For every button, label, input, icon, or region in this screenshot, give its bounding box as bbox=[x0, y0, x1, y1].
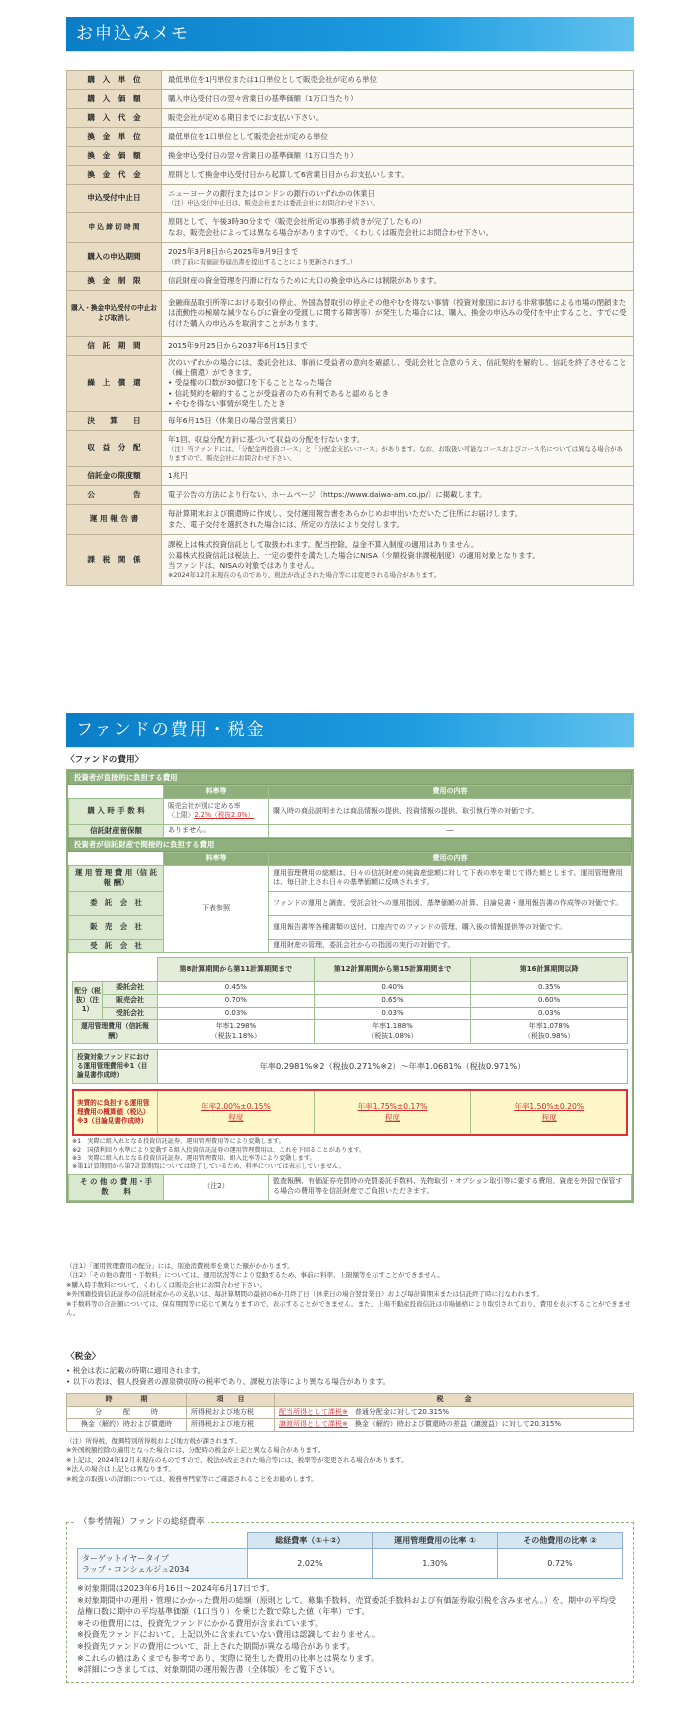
tax-item: 所得税および地方税 bbox=[187, 1406, 275, 1419]
fee-star-notes bbox=[72, 1138, 628, 1171]
memo-row bbox=[67, 90, 634, 109]
real-label: 実質的に負担する運用管理費用の概算値（税込）※3（目論見書作成時） bbox=[73, 1090, 158, 1136]
mgmt-fee-3 bbox=[471, 1020, 628, 1044]
tax-detail bbox=[275, 1406, 634, 1419]
memo-value-text: 毎年6月15日（休業日の場合翌営業日） bbox=[168, 415, 301, 425]
ref-val-2: 1.30% bbox=[373, 1549, 498, 1579]
fees-banner: ファンドの費用・税金 bbox=[66, 713, 634, 747]
tax-h-item: 項 目 bbox=[187, 1394, 275, 1407]
note-line: ※法人の場合は上記とは異なります。 bbox=[66, 1465, 175, 1474]
mgmt-fee-label: 運用管理費用（信託報酬） bbox=[73, 1020, 158, 1044]
jutaku-content: 運用財産の管理、委託会社からの指図の実行の対価です。 bbox=[269, 939, 632, 952]
memo-subnote: ※2024年12月末現在のものであり、税法が改正された場合等には変更される場合があります。 bbox=[168, 571, 441, 579]
memo-value-text: 購入申込受付日の翌々営業日の基準価額（1万口当たり） bbox=[168, 93, 358, 103]
memo-row bbox=[67, 185, 634, 213]
memo-value bbox=[162, 147, 634, 166]
tax-time: 換金（解約）時および償還時 bbox=[67, 1419, 187, 1432]
alloc-name: 受託会社 bbox=[103, 1007, 158, 1020]
mgmt-content: 運用管理費用の総額は、日々の信託財産の純資産総額に対して下表の率を乗じて得た額とします。運用管理費用は、毎日計上され日々の基準価額に反映されます。 bbox=[269, 865, 632, 891]
memo-value bbox=[162, 243, 634, 272]
memo-value bbox=[162, 166, 634, 185]
buy-fee-key: 購 入 時 手 数 料 bbox=[69, 798, 164, 824]
ref-box bbox=[66, 1516, 634, 1683]
memo-table bbox=[66, 70, 634, 586]
note-line: ※対象期間は2023年6月16日～2024年6月17日です。 bbox=[77, 1584, 275, 1594]
tax-time: 分 配 時 bbox=[67, 1406, 187, 1419]
memo-key: 繰 上 償 還 bbox=[67, 356, 162, 412]
note-line: ※投資先ファンドにおいて、上記以外に含まれていない費用は認識しておりません。 bbox=[77, 1630, 380, 1640]
buy-rate-1: 販売会社が別に定める率 bbox=[168, 802, 241, 811]
memo-value bbox=[162, 272, 634, 291]
target-value: 年率0.2981%※2（税抜0.271%※2）～年率1.0681%（税抜0.971%） bbox=[158, 1050, 628, 1084]
buy-fee-content: 購入時の商品説明または商品情報の提供、投資情報の提供、取引執行等の対価です。 bbox=[269, 798, 632, 824]
memo-row bbox=[67, 147, 634, 166]
memo-value-text: 原則として換金申込受付日から起算して6営業日目からお支払いします。 bbox=[168, 169, 409, 179]
memo-value-text: 年1回、収益分配方針に基づいて収益の分配を行ないます。 bbox=[168, 434, 365, 444]
memo-key: 申 込 締 切 時 間 bbox=[67, 213, 162, 243]
memo-value-text: ニューヨークの銀行またはロンドンの銀行のいずれかの休業日 bbox=[168, 188, 375, 198]
memo-row bbox=[67, 291, 634, 337]
see-below: 下表参照 bbox=[164, 865, 269, 952]
col-content: 費用の内容 bbox=[269, 786, 632, 799]
buy-rate-2: 〈上限〉 bbox=[168, 811, 195, 820]
memo-row bbox=[67, 213, 634, 243]
memo-row bbox=[67, 535, 634, 586]
memo-row bbox=[67, 505, 634, 535]
memo-row bbox=[67, 337, 634, 356]
memo-banner: お申込みメモ bbox=[66, 17, 634, 51]
mgmt-fee-2 bbox=[314, 1020, 471, 1044]
memo-value-text: 電子公告の方法により行ない、ホームページ〔https://www.daiwa-am.co.jp/〕に掲載します。 bbox=[168, 489, 487, 499]
ref-table bbox=[77, 1532, 623, 1579]
memo-value bbox=[162, 486, 634, 505]
memo-key: 信託金の限度額 bbox=[67, 467, 162, 486]
alloc-row bbox=[73, 994, 628, 1007]
memo-value-text: 2025年3月8日から2025年9月9日まで bbox=[168, 247, 299, 257]
memo-row bbox=[67, 467, 634, 486]
ref-col-3: その他費用の比率 ② bbox=[498, 1533, 623, 1549]
other-key: そ の 他 の 費 用・手 数 料 bbox=[69, 1174, 164, 1200]
other-fee-table bbox=[68, 1174, 632, 1201]
tax-table bbox=[66, 1393, 634, 1432]
ref-val-1: 2.02% bbox=[248, 1549, 373, 1579]
tax-h-time: 時 期 bbox=[67, 1394, 187, 1407]
memo-row bbox=[67, 431, 634, 467]
fee-box bbox=[66, 769, 634, 1203]
memo-value bbox=[162, 412, 634, 431]
hanbai-content: 運用報告書等各種書類の送付、口座内でのファンドの管理、購入後の情報提供等の対価です。 bbox=[269, 915, 632, 939]
target-label: 投資対象ファンドにおける運用管理費用※1（目論見書作成時） bbox=[73, 1050, 158, 1084]
trust-key: 信託財産留保額 bbox=[69, 824, 164, 837]
memo-value bbox=[162, 467, 634, 486]
memo-row bbox=[67, 109, 634, 128]
tax-notes bbox=[66, 1437, 634, 1484]
indirect-fee-table bbox=[68, 852, 632, 953]
indirect-fee-bar: 投資者が信託財産で間接的に負担する費用 bbox=[68, 838, 632, 852]
alloc-value: 0.60% bbox=[471, 994, 628, 1007]
note-line: ※投資先ファンドの費用について、計上された期間が異なる場合があります。 bbox=[77, 1642, 355, 1651]
mgmt-fee-3b: （税抜0.98%） bbox=[524, 1031, 575, 1040]
alloc-value: 0.03% bbox=[314, 1007, 471, 1020]
period-2: 第12計算期間から第15計算期間まで bbox=[314, 958, 471, 982]
real-1b: 程度 bbox=[228, 1112, 244, 1122]
memo-row bbox=[67, 272, 634, 291]
memo-value-text: 原則として、午後3時30分まで（販売会社所定の事務手続きが完了したもの） なお、販売会社によっては異なる場合がありますので、くわしくは販売会社にお問合わせ下さい。 bbox=[168, 217, 494, 237]
memo-row bbox=[67, 356, 634, 412]
real-2b: 程度 bbox=[384, 1112, 401, 1122]
alloc-row bbox=[73, 1007, 628, 1020]
tax-row bbox=[67, 1419, 634, 1432]
direct-fee-bar: 投資者が直接的に負担する費用 bbox=[68, 771, 632, 785]
mgmt-fee-3a: 年率1.078% bbox=[528, 1022, 570, 1030]
itaku-key: 委 託 会 社 bbox=[69, 891, 164, 915]
tax-row bbox=[67, 1406, 634, 1419]
memo-key: 公 告 bbox=[67, 486, 162, 505]
alloc-value: 0.65% bbox=[314, 994, 471, 1007]
memo-key: 申込受付中止日 bbox=[67, 185, 162, 213]
real-1a: 年率2.00%±0.15% bbox=[200, 1102, 271, 1112]
alloc-value: 0.70% bbox=[158, 994, 315, 1007]
memo-row bbox=[67, 412, 634, 431]
buy-rate-3: 2.2%（税抜2.0%） bbox=[194, 811, 255, 820]
memo-value-text: 毎計算期末および償還時に作成し、交付運用報告書をあらかじめお申出いただいたご住所にお届けします。 また、電子交付を選択された場合には、所定の方法により交付します。 bbox=[168, 509, 523, 529]
tax-red: 配当所得として課税※ bbox=[279, 1407, 348, 1416]
mgmt-fee-1a: 年率1.298% bbox=[215, 1022, 257, 1030]
memo-value-text: 信託財産の資金管理を円滑に行なうために大口の換金申込みには制限があります。 bbox=[168, 275, 441, 285]
memo-key: 換 金 制 限 bbox=[67, 272, 162, 291]
tax-h-tax: 税 金 bbox=[275, 1394, 634, 1407]
memo-value-text: 換金申込受付日の翌々営業日の基準価額（1万口当たり） bbox=[168, 150, 358, 160]
real-cost-table bbox=[72, 1089, 628, 1136]
note-line: ※3 実際に組入れとなる投資信託証券、運用管理費用、組入比率等により変動します。 bbox=[72, 1154, 316, 1162]
mgmt-fee-1 bbox=[158, 1020, 315, 1044]
tax-rest: 換金（解約）時および償還時の差益（譲渡益）に対して20.315% bbox=[354, 1420, 562, 1429]
memo-row bbox=[67, 486, 634, 505]
ref-fund-1: ターゲットイヤータイプ bbox=[82, 1553, 169, 1563]
memo-value-text: 課税上は株式投資信託として取扱われます。配当控除、益金不算入制度の適用はありません。 公募株式投資信託は税法上、一定の要件を満たした場合にNISA（少額投資非課税制度）の適用対象となります。 当ファンドは、NISAの対象ではありません。 bbox=[168, 540, 540, 570]
real-3b: 程度 bbox=[541, 1112, 557, 1122]
memo-key: 購入の申込期間 bbox=[67, 243, 162, 272]
other-rate: （注2） bbox=[164, 1174, 269, 1200]
memo-value-text: 販売会社が定める期日までにお支払い下さい。 bbox=[168, 112, 324, 122]
memo-value bbox=[162, 535, 634, 586]
note-line: ※購入時手数料について、くわしくは販売会社にお問合わせ下さい。 bbox=[66, 1280, 267, 1289]
note-line: ※これらの値はあくまでも参考であり、実際に発生した費用の比率とは異なります。 bbox=[77, 1653, 380, 1663]
alloc-name: 販売会社 bbox=[103, 994, 158, 1007]
jutaku-key: 受 託 会 社 bbox=[69, 939, 164, 952]
ref-val-3: 0.72% bbox=[498, 1549, 623, 1579]
mgmt-fee-2a: 年率1.188% bbox=[372, 1022, 413, 1030]
note-line: ※上記は、2024年12月末現在のものですので、税法が改正された場合等には、税率等が変更される場合があります。 bbox=[66, 1455, 408, 1464]
note-line: （注1）「運用管理費用の配分」には、別途消費税率を乗じた額がかかります。 bbox=[66, 1262, 294, 1270]
memo-subnote: （注）申込受付中止日は、販売会社または委託会社にお問合わせ下さい。 bbox=[168, 199, 379, 208]
memo-subnote: （注）当ファンドには、「分配金再投資コース」と「分配金支払いコース」があります。なお、お取扱い可能なコースおよびコース名については異なる場合がありますので、販売会社にお問合わせ下さい。 bbox=[168, 444, 623, 462]
fee-notes bbox=[66, 1262, 634, 1319]
period-1: 第8計算期間から第11計算期間まで bbox=[158, 958, 315, 982]
alloc-value: 0.03% bbox=[158, 1007, 315, 1020]
note-line: • 税金は表に記載の時期に適用されます。 bbox=[66, 1366, 206, 1375]
ref-title: （参考情報）ファンドの総経費率 bbox=[75, 1516, 208, 1528]
memo-key: 換 金 単 位 bbox=[67, 128, 162, 147]
trust-rate: ありません。 bbox=[164, 824, 269, 837]
memo-key: 決 算 日 bbox=[67, 412, 162, 431]
memo-value bbox=[162, 505, 634, 535]
memo-value bbox=[162, 356, 634, 412]
note-line: • 以下の表は、個人投資者の源泉徴収時の税率であり、課税方法等により異なる場合があります。 bbox=[66, 1376, 390, 1386]
hanbai-key: 販 売 会 社 bbox=[69, 915, 164, 939]
memo-value bbox=[162, 431, 634, 467]
tax-detail bbox=[275, 1419, 634, 1432]
memo-key: 購 入 価 額 bbox=[67, 90, 162, 109]
memo-key: 購入・換金申込受付の中止および取消し bbox=[67, 291, 162, 337]
memo-value-text: 最低単位を1口単位として販売会社が定める単位 bbox=[168, 131, 328, 141]
tax-bullets bbox=[66, 1366, 634, 1387]
mgmt-key: 運 用 管 理 費 用（信 託 報 酬） bbox=[69, 865, 164, 891]
memo-subnote: （終了前に有価証券届出書を提出することにより更新されます。） bbox=[168, 257, 357, 266]
note-line: ※詳細につきましては、対象期間の運用報告書（全体版）をご覧下さい。 bbox=[77, 1665, 340, 1675]
memo-value-text: 最低単位を1円単位または1口単位として販売会社が定める単位 bbox=[168, 74, 377, 84]
memo-value-text: 2015年9月25日から2037年6月15日まで bbox=[168, 340, 308, 350]
alloc-row bbox=[73, 982, 628, 995]
tax-rest: 普通分配金に対して20.315% bbox=[354, 1407, 450, 1416]
memo-key: 購 入 単 位 bbox=[67, 71, 162, 90]
tax-label: 〈税金〉 bbox=[66, 1352, 101, 1362]
note-line: ※第1計算期間から第7計算期間については終了しているため、料率については表示していません。 bbox=[72, 1163, 345, 1171]
memo-key: 収 益 分 配 bbox=[67, 431, 162, 467]
col-rate-2: 料率等 bbox=[164, 853, 269, 866]
memo-key: 購 入 代 金 bbox=[67, 109, 162, 128]
memo-key: 課 税 関 係 bbox=[67, 535, 162, 586]
ref-col-1: 総経費率（①＋②） bbox=[248, 1533, 373, 1549]
target-table bbox=[72, 1049, 628, 1084]
note-line: ※対象期間中の運用・管理にかかった費用の総額（原則として、募集手数料、売買委託手数料および有価証券取引税を含みません。）を、期中の平均受益権口数に期中の平均基準価額（1口当り）を乗じた数で除した値（年率）です。 bbox=[77, 1595, 617, 1617]
itaku-content: ファンドの運用と調査、受託会社への運用指図、基準価額の計算、目論見書・運用報告書の作成等の対価です。 bbox=[269, 891, 632, 915]
memo-row bbox=[67, 71, 634, 90]
alloc-value: 0.45% bbox=[158, 982, 315, 995]
note-line: ※外国税額控除の適用となった場合には、分配時の税金が上記と異なる場合があります。 bbox=[66, 1446, 325, 1455]
direct-fee-table bbox=[68, 785, 632, 838]
alloc-value: 0.03% bbox=[471, 1007, 628, 1020]
memo-value bbox=[162, 185, 634, 213]
note-line: ※その他費用には、投資先ファンドにかかる費用が含まれています。 bbox=[77, 1618, 323, 1628]
ref-notes bbox=[77, 1583, 623, 1676]
period-3: 第16計算期間以降 bbox=[471, 958, 628, 982]
memo-value-text: 金融商品取引所等における取引の停止、外国為替取引の停止その他やむを得ない事情（投資対象国における非常事態による市場の閉鎖または流動性の極端な減少ならびに資金の受渡しに関する障害等）が発生した場合には、購入、換金の申込みの受付を中止すること、すでに受付けた購入の申込みを取消すことがあります。 bbox=[168, 298, 627, 328]
memo-value bbox=[162, 71, 634, 90]
other-content: 監査報酬、有価証券売買時の売買委託手数料、先物取引・オプション取引等に要する費用、資産を外国で保管する場合の費用等を信託財産でご負担いただきます。 bbox=[269, 1174, 632, 1200]
tax-red: 譲渡所得として課税※ bbox=[279, 1420, 348, 1429]
note-line: （注2）「その他の費用・手数料」については、運用状況等により変動するため、事前に料率、上限額等を示すことができません。 bbox=[66, 1271, 444, 1280]
alloc-value: 0.35% bbox=[471, 982, 628, 995]
trust-content: ― bbox=[269, 824, 632, 837]
memo-key: 換 金 代 金 bbox=[67, 166, 162, 185]
fees-label: 〈ファンドの費用〉 bbox=[66, 755, 144, 765]
memo-key: 換 金 価 額 bbox=[67, 147, 162, 166]
real-2a: 年率1.75%±0.17% bbox=[357, 1102, 428, 1112]
note-line: ※1 実際に組入れとなる投資信託証券、運用管理費用等により変動します。 bbox=[72, 1138, 285, 1146]
mgmt-fee-1b: （税抜1.18%） bbox=[210, 1031, 261, 1040]
memo-value bbox=[162, 90, 634, 109]
ref-fund-2: ラップ・コンシェルジュ2034 bbox=[82, 1564, 190, 1574]
note-line: ※外国籍投資信託証券の信託財産からの支払いは、毎計算期間の最初の6か月終了日（休業日の場合翌営業日）および毎計算期末または信託終了時に行なわれます。 bbox=[66, 1290, 544, 1299]
memo-value-text: 次のいずれかの場合には、委託会社は、事前に受益者の意向を確認し、受託会社と合意のうえ、信託契約を解約し、信託を終了させること（繰上償還）ができます。 • 受益権の口数が30億口を下ることとなった場合 • 信託契約を解約することが受益者のため有利であると認めるとき • やむを得ない事情が発生したとき bbox=[168, 358, 627, 408]
memo-value bbox=[162, 213, 634, 243]
memo-value bbox=[162, 291, 634, 337]
tax-item: 所得税および地方税 bbox=[187, 1419, 275, 1432]
memo-row bbox=[67, 128, 634, 147]
memo-value bbox=[162, 128, 634, 147]
note-line: ※税金の取扱いの詳細については、税務専門家等にご確認されることをお勧めします。 bbox=[66, 1474, 318, 1483]
memo-key: 運 用 報 告 書 bbox=[67, 505, 162, 535]
mgmt-fee-2b: （税抜1.08%） bbox=[367, 1031, 418, 1040]
note-line: ※手数料等の合計額については、保有期間等に応じて異なりますので、表示することができません。また、上場不動産投資信託は市場価格により取引されており、費用を表示することができません。 bbox=[66, 1299, 631, 1318]
alloc-wrap bbox=[68, 953, 632, 1173]
col-content-2: 費用の内容 bbox=[269, 853, 632, 866]
col-rate: 料率等 bbox=[164, 786, 269, 799]
memo-row bbox=[67, 243, 634, 272]
alloc-table bbox=[72, 957, 628, 1044]
real-3a: 年率1.50%±0.20% bbox=[514, 1102, 585, 1112]
memo-row bbox=[67, 166, 634, 185]
ref-col-2: 運用管理費用の比率 ① bbox=[373, 1533, 498, 1549]
alloc-value: 0.40% bbox=[314, 982, 471, 995]
alloc-name: 委託会社 bbox=[103, 982, 158, 995]
memo-key: 信 託 期 間 bbox=[67, 337, 162, 356]
alloc-label: 配分（税抜）（注1） bbox=[73, 982, 103, 1020]
memo-value bbox=[162, 337, 634, 356]
memo-value-text: 1兆円 bbox=[168, 470, 188, 480]
note-line: （注）所得税、復興特別所得税および地方税が課されます。 bbox=[66, 1437, 241, 1445]
note-line: ※2 国債利回り水準により変動する組入投資信託証券の運用管理費用は、これを下回ることがあります。 bbox=[72, 1146, 366, 1154]
memo-value bbox=[162, 109, 634, 128]
